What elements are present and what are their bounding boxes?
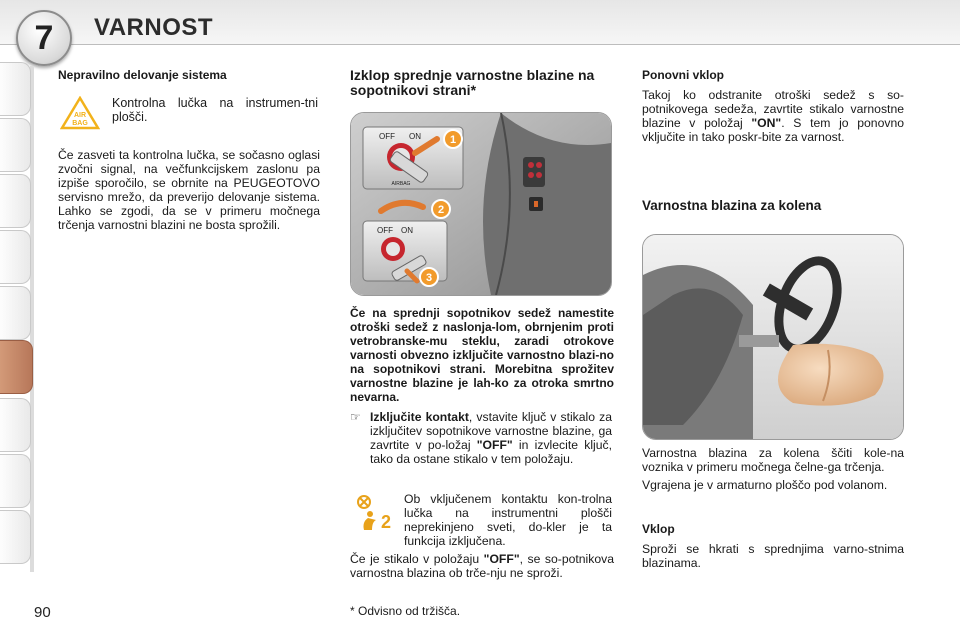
knee-airbag-illustration <box>643 235 903 439</box>
chapter-tab[interactable] <box>0 230 31 284</box>
page-number: 90 <box>34 604 51 621</box>
passenger-airbag-lamp-text: Ob vključenem kontaktu kon-trolna lučka na instrumentni plošči neprekinjeno sveti, do-kler je ta funkcija izključena. <box>404 492 612 548</box>
trigger-text: Sproži se hkrati s sprednjima varno-stnima blazinama. <box>642 542 904 570</box>
airbag-warning-row <box>58 96 320 130</box>
chapter-tabs <box>0 62 34 582</box>
lamp-row <box>350 492 614 548</box>
knee-airbag-photo <box>642 234 904 440</box>
knee-airbag-heading-block <box>642 198 904 213</box>
bullet-arrow-icon: ☞ <box>350 410 361 424</box>
chapter-tab[interactable] <box>0 286 31 340</box>
column-malfunction <box>58 68 320 232</box>
airbag-switch-photo <box>350 112 612 296</box>
off-consequence-part-2: , se so-potnikova varnostna blazina ob trče-nju ne sproži. <box>350 552 614 580</box>
step-2-label: 2 <box>437 204 445 216</box>
column-reenable <box>642 68 904 144</box>
chapter-tab-active[interactable] <box>0 340 33 394</box>
svg-text:2: 2 <box>380 512 392 532</box>
column-passenger-airbag-text <box>350 306 614 466</box>
malfunction-heading: Nepravilno delovanje sistema <box>58 68 227 82</box>
warning-lamp-text: Kontrolna lučka na instrumen-tni plošči. <box>112 96 318 124</box>
chapter-tab[interactable] <box>0 398 31 452</box>
off-position-label: "OFF" <box>476 438 513 452</box>
chapter-tab[interactable] <box>0 62 31 116</box>
step-1-label: 1 <box>449 134 457 146</box>
chapter-title: VARNOST <box>94 14 214 41</box>
reenable-heading: Ponovni vklop <box>642 68 725 82</box>
instruction-part-2: in izvlecite ključ, tako da ostane stikalo v tem položaju. <box>370 438 612 466</box>
switch-airbag-label: AIRBAG <box>391 181 411 187</box>
switch-on-label-2: ON <box>401 226 413 235</box>
knee-airbag-heading: Varnostna blazina za kolena <box>642 198 822 213</box>
chapter-number-badge <box>16 10 72 66</box>
step-3-label: 3 <box>425 272 433 284</box>
chapter-tab[interactable] <box>0 510 31 564</box>
column-knee-airbag-text <box>642 446 904 570</box>
airbag-warning-icon <box>60 96 100 130</box>
market-footnote: * Odvisno od tržišča. <box>350 604 461 618</box>
ignition-off-text: Izključite kontakt <box>370 410 469 424</box>
chapter-tab[interactable] <box>0 174 31 228</box>
reenable-text <box>642 88 904 144</box>
passenger-airbag-lamp-block <box>350 492 614 580</box>
passenger-airbag-heading: Izklop sprednje varnostne blazine na sopotnikovi strani* <box>350 67 595 98</box>
chapter-number: 7 <box>34 18 54 57</box>
passenger-airbag-off-icon <box>352 492 396 532</box>
knee-airbag-location: Vgrajena je v armaturno ploščo pod volanom. <box>642 478 888 492</box>
airbag-icon-text-2: BAG <box>72 120 88 127</box>
airbag-switch-illustration <box>351 113 611 295</box>
off-consequence-part-1: Če je stikalo v položaju <box>350 552 484 566</box>
chapter-tab[interactable] <box>0 118 31 172</box>
reenable-part-1: Takoj ko odstranite otroški sedež s so-potnikovega sedeža, zavrtite stikalo varnostne blazine v položaj <box>642 88 904 130</box>
malfunction-body: Če zasveti ta kontrolna lučka, se sočasno oglasi zvočni signal, na večfunkcijskem zaslonu pa izpiše sporočilo, se obrnite na PEUGEOTOVO servisno mrežo, da preverijo delovanje sistema. Lahko se zgodi, da se v primeru močnega trčenja varnostni blazini ne bosta sprožili. <box>58 148 320 232</box>
on-position-label: "ON" <box>751 116 782 130</box>
switch-off-instruction-text <box>370 410 612 466</box>
off-position-consequence <box>350 552 614 580</box>
off-consequence-quote: "OFF" <box>483 552 520 566</box>
switch-off-label-2: OFF <box>377 226 393 235</box>
switch-on-label-1: ON <box>409 132 421 141</box>
trigger-heading: Vklop <box>642 522 675 536</box>
switch-off-label-1: OFF <box>379 132 395 141</box>
instruction-part-1: , vstavite ključ v stikalo za izključitev sopotnikove varnostne blazine, ga zavrtite v po-ložaj <box>370 410 613 452</box>
child-seat-warning: Če na sprednji sopotnikov sedež namestite otroški sedež z naslonja-lom, obrnjenim proti vetrobranske-mu steklu, zaradi otrokove varnosti obvezno izključite varnostno blazi-no na sopotnikovi strani. Morebitna sprožitev varnostne blazine je lah-ko za otroka smrtno nevarna. <box>350 306 614 404</box>
reenable-part-2: . S tem jo ponovno vključite in tako poskr-bite za varnost. <box>642 116 905 144</box>
knee-airbag-description: Varnostna blazina za kolena ščiti kole-na voznika v primeru močnega čelne-ga trčenja. <box>642 446 904 474</box>
column-passenger-airbag <box>350 68 614 98</box>
switch-off-instruction <box>350 410 614 466</box>
chapter-tab[interactable] <box>0 454 31 508</box>
airbag-icon-text-1: AIR <box>73 112 87 119</box>
